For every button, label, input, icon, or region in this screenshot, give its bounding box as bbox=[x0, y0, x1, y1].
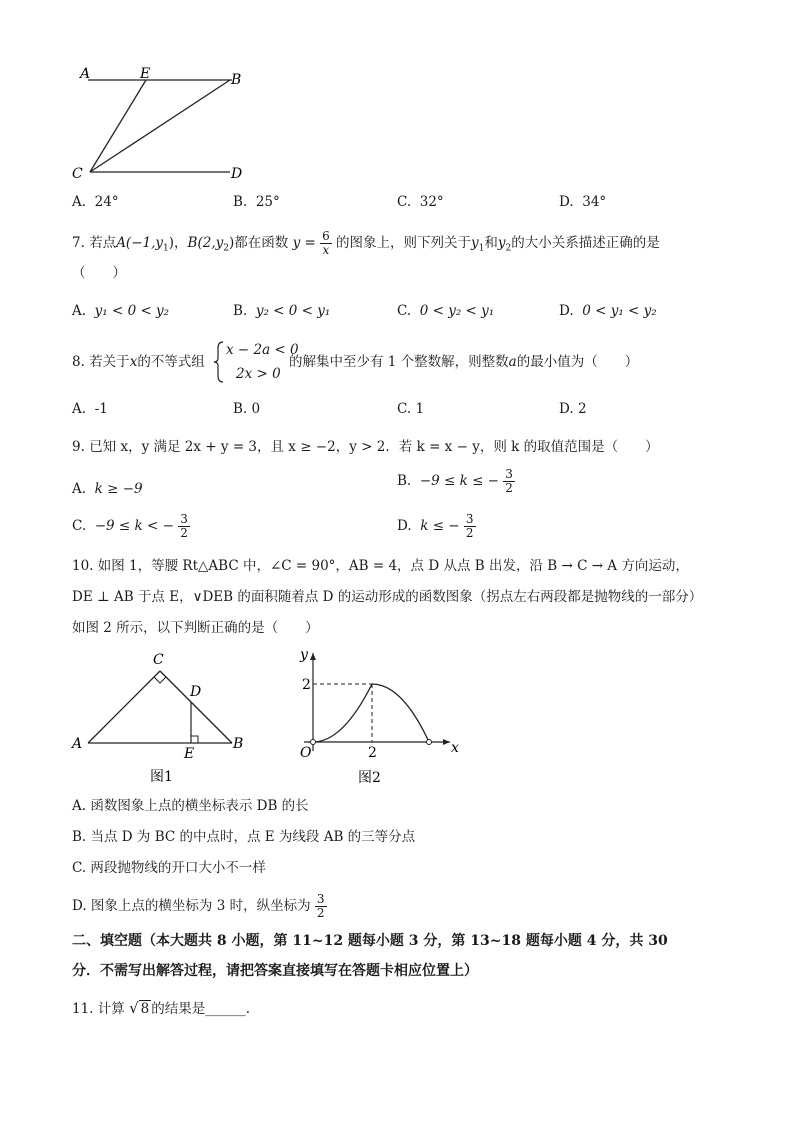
label-B: B bbox=[231, 72, 242, 88]
line-CB bbox=[90, 80, 230, 172]
q8-inequality-1: x − 2a < 0 bbox=[226, 342, 299, 358]
figure-2-caption: 图2 bbox=[358, 770, 381, 786]
origin-open-point bbox=[311, 740, 316, 745]
right-angle-mark-C bbox=[154, 677, 166, 683]
side-AC bbox=[88, 671, 160, 743]
label-x: x bbox=[451, 740, 459, 756]
label-y-2: 2 bbox=[302, 677, 311, 693]
q7-option-c[interactable]: C. 0 < y₂ < y₁ bbox=[397, 303, 495, 319]
curve-right-parabola bbox=[372, 684, 429, 742]
label-E: E bbox=[184, 746, 195, 762]
q9-option-c[interactable]: C. −9 ≤ k < − $\frac{3}{2}$ bbox=[72, 512, 188, 540]
q10-option-d[interactable]: D. 图象上点的横坐标为 3 时，纵坐标为 $\frac{3}{2}$ bbox=[72, 892, 325, 920]
label-C: C bbox=[72, 166, 83, 182]
curve-left-parabola bbox=[313, 684, 372, 742]
label-D: D bbox=[190, 684, 202, 700]
q10-stem-line-3: 如图 2 所示，以下判断正确的是（ ） bbox=[72, 620, 319, 636]
q11-stem: 11. 计算 √ 8 的结果是______. bbox=[72, 999, 251, 1017]
q7-option-b[interactable]: B. y₂ < 0 < y₁ bbox=[233, 303, 331, 319]
label-B: B bbox=[233, 736, 244, 752]
sqrt-expression: √ 8 bbox=[129, 999, 150, 1017]
x-axis-arrow bbox=[443, 739, 450, 745]
q8-brace bbox=[213, 340, 225, 384]
figure-2-graph bbox=[290, 645, 465, 790]
y-axis-arrow bbox=[310, 653, 316, 660]
q8-inequality-2: 2x > 0 bbox=[236, 366, 281, 382]
q7-stem: 7. 若点$A(-1,y_1)$，$B(2,y_2)$都在函数 y = $\frac{6}{x}$ 的图象上，则下列关于$y_1$和$y_2$的大小关系描述正确的是 bbox=[72, 229, 660, 257]
q8-option-a[interactable]: A. -1 bbox=[72, 401, 108, 417]
q8-option-c[interactable]: C. 1 bbox=[397, 401, 425, 417]
label-y: y bbox=[300, 647, 308, 663]
q6-option-c[interactable]: C. 32° bbox=[397, 194, 444, 210]
section-2-heading-line-1: 二、填空题（本大题共 8 小题，第 11~12 题每小题 3 分，第 13~18 题每小题 4 分，共 30 bbox=[72, 933, 668, 949]
q6-option-a[interactable]: A. 24° bbox=[72, 194, 119, 210]
q8-stem-tail: 的解集中至少有 1 个整数解，则整数a的最小值为（ ） bbox=[289, 354, 639, 370]
line-CE bbox=[90, 80, 146, 172]
q7-option-d[interactable]: D. 0 < y₁ < y₂ bbox=[559, 303, 657, 319]
end-open-point bbox=[427, 740, 432, 745]
label-x-2: 2 bbox=[368, 745, 377, 761]
q7-option-a[interactable]: A. y₁ < 0 < y₂ bbox=[72, 303, 170, 319]
right-angle-mark-E bbox=[191, 736, 198, 743]
q6-option-d[interactable]: D. 34° bbox=[559, 194, 607, 210]
q8-option-b[interactable]: B. 0 bbox=[233, 401, 261, 417]
section-2-heading-line-2: 分．不需写出解答过程，请把答案直接填写在答题卡相应位置上） bbox=[72, 963, 478, 979]
label-A: A bbox=[72, 736, 83, 752]
figure-1-triangle bbox=[66, 648, 256, 788]
side-CB bbox=[160, 671, 232, 743]
q9-option-b[interactable]: B. −9 ≤ k ≤ − $\frac{3}{2}$ bbox=[397, 467, 513, 495]
q7-answer-paren: （ ） bbox=[72, 265, 126, 281]
q10-option-a[interactable]: A. 函数图象上点的横坐标表示 DB 的长 bbox=[72, 798, 309, 814]
q9-option-a[interactable]: A. k ≥ −9 bbox=[72, 481, 143, 497]
label-O: O bbox=[300, 745, 312, 761]
figure-1-caption: 图1 bbox=[150, 769, 173, 785]
label-E: E bbox=[140, 66, 151, 82]
q6-option-b[interactable]: B. 25° bbox=[233, 194, 280, 210]
q10-option-b[interactable]: B. 当点 D 为 BC 的中点时，点 E 为线段 AB 的三等分点 bbox=[72, 829, 416, 845]
q9-stem: 9. 已知 x，y 满足 2x + y = 3，且 x ≥ −2，y > 2．若 k = x − y，则 k 的取值范围是（ ） bbox=[72, 439, 659, 455]
label-D: D bbox=[231, 166, 243, 182]
q8-option-d[interactable]: D. 2 bbox=[559, 401, 587, 417]
label-C: C bbox=[153, 652, 164, 668]
label-A: A bbox=[80, 66, 91, 82]
q9-option-d[interactable]: D. k ≤ − $\frac{3}{2}$ bbox=[397, 512, 474, 540]
q7-fraction: $\frac{6}{x}$ bbox=[322, 229, 330, 257]
q10-stem-line-2: DE ⊥ AB 于点 E，∨DEB 的面积随着点 D 的运动形成的函数图象（拐点左右两段都是抛物线的一部分） bbox=[72, 589, 703, 605]
q8-stem: 8. 若关于x的不等式组 bbox=[72, 354, 205, 370]
figure-parallel-lines bbox=[60, 60, 260, 190]
q10-option-c[interactable]: C. 两段抛物线的开口大小不一样 bbox=[72, 860, 266, 876]
q10-stem-line-1: 10. 如图 1，等腰 Rt△ABC 中，∠C = 90°，AB = 4，点 D 从点 B 出发，沿 B → C → A 方向运动， bbox=[72, 558, 689, 574]
